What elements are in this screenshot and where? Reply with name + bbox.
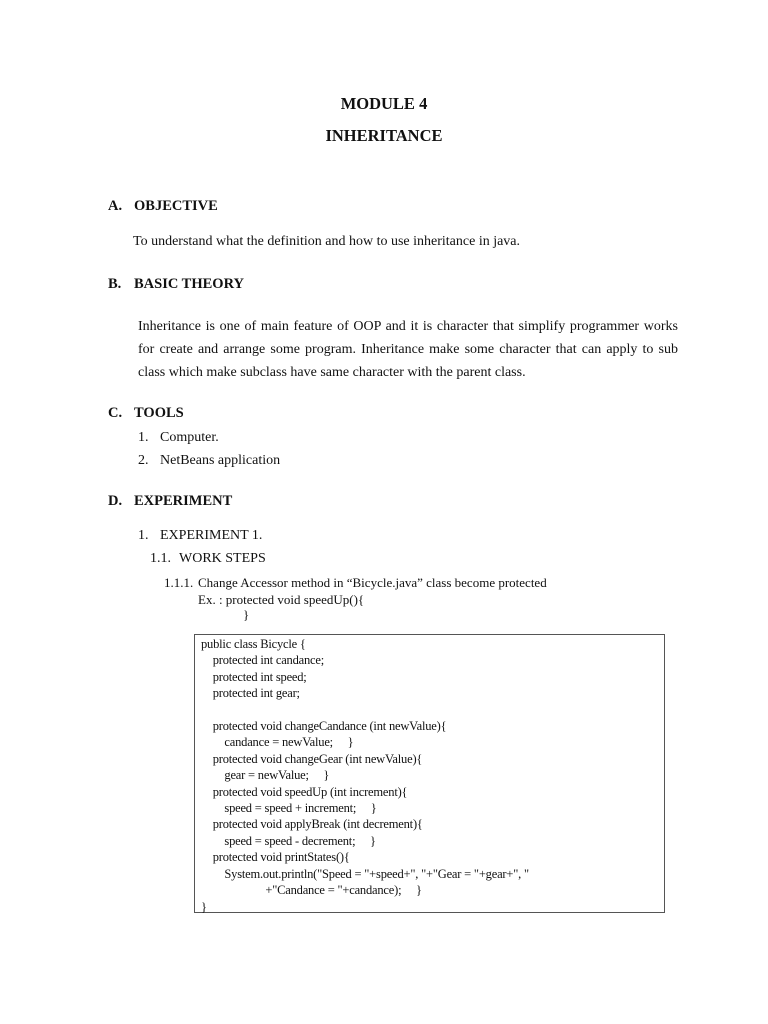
example-line-1: Ex. : protected void speedUp(){ bbox=[198, 592, 365, 607]
experiment-title: EXPERIMENT 1. bbox=[160, 528, 263, 543]
tools-item-2-number: 2. bbox=[138, 453, 149, 468]
tools-item-1-number: 1. bbox=[138, 430, 149, 445]
section-a-letter: A. bbox=[108, 198, 123, 214]
bicycle-code-listing: public class Bicycle { protected int candance; protected int speed; protected int gear; protected void changeCandance (int newValue){ candance = newValue; } protected void changeGear (int newValue){ gear = newValue; } protected void speedUp (int increment){ speed = speed + increment; } protected void applyBreak (int decrement){ speed = speed - decrement; } protected void printStates(){ System.out.println("Speed = "+speed+", "+"Gear = "+gear+", " +"Candance = "+candance); } } bbox=[201, 637, 529, 914]
module-number: MODULE 4 bbox=[340, 94, 428, 113]
code-box bbox=[194, 634, 665, 913]
experiment-number: 1. bbox=[138, 528, 149, 543]
section-b-heading: BASIC THEORY bbox=[134, 276, 245, 292]
section-c-heading: TOOLS bbox=[134, 405, 184, 421]
section-d-letter: D. bbox=[108, 493, 123, 509]
section-d-heading: EXPERIMENT bbox=[134, 493, 233, 509]
basic-theory-paragraph: Inheritance is one of main feature of OOP and it is character that simplify programmer works for create and arrange some program. Inheritance make some character that can apply to sub class which make subclass have same character with the parent class. bbox=[138, 319, 678, 380]
objective-text: To understand what the definition and how to use inheritance in java. bbox=[133, 234, 521, 249]
substep-number: 1.1.1. bbox=[164, 575, 194, 590]
section-b-letter: B. bbox=[108, 276, 122, 292]
example-line-2: } bbox=[243, 607, 250, 622]
section-a-heading: OBJECTIVE bbox=[134, 198, 218, 214]
substep-text: Change Accessor method in “Bicycle.java” class become protected bbox=[198, 575, 547, 590]
module-title: INHERITANCE bbox=[325, 126, 443, 145]
tools-item-2: NetBeans application bbox=[160, 453, 281, 468]
work-steps-title: WORK STEPS bbox=[179, 551, 266, 566]
section-c-letter: C. bbox=[108, 405, 123, 421]
work-steps-number: 1.1. bbox=[150, 551, 171, 566]
tools-item-1: Computer. bbox=[160, 430, 219, 445]
